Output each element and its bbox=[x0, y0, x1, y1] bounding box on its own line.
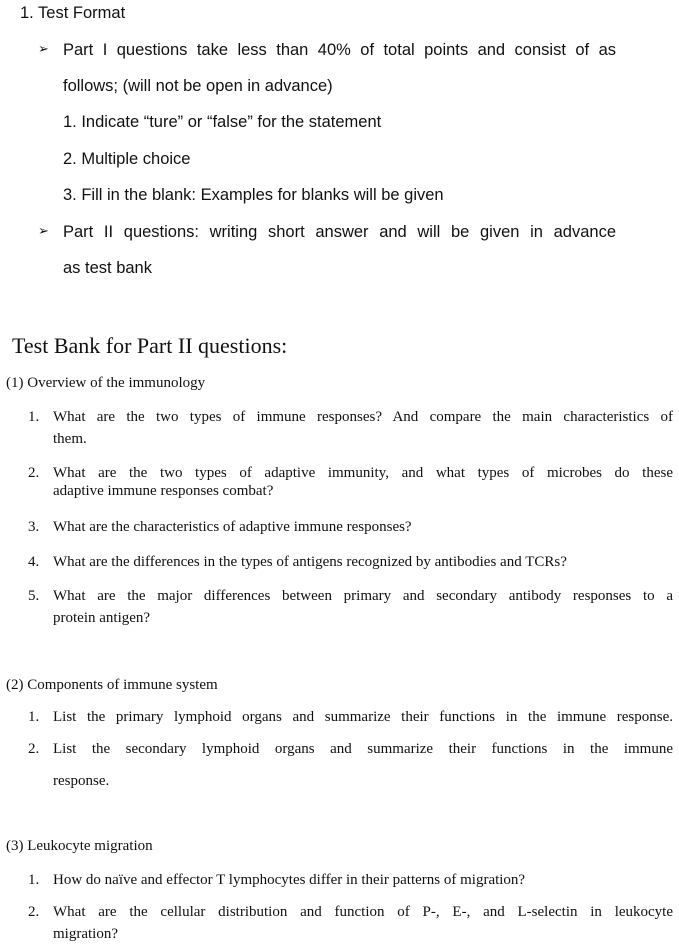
test-format-heading: 1. Test Format bbox=[20, 4, 126, 22]
question-line: List the secondary lymphoid organs and summarize their functions in the immune bbox=[53, 741, 673, 757]
question-line: What are the cellular distribution and function of P-, E-, and L-selectin in leukocyte bbox=[53, 904, 673, 920]
question-line: response. bbox=[53, 773, 110, 789]
item-number: 3. bbox=[28, 519, 40, 535]
item-number: 1. bbox=[28, 409, 40, 425]
question-line: What are the two types of immune responses? And compare the main characteristics of bbox=[53, 409, 673, 425]
subitem: 2. Multiple choice bbox=[63, 150, 191, 168]
test-bank-title: Test Bank for Part II questions: bbox=[12, 333, 288, 358]
section-heading: (3) Leukocyte migration bbox=[6, 838, 153, 854]
part2-line2: as test bank bbox=[63, 259, 152, 277]
question-line: How do naïve and effector T lymphocytes differ in their patterns of migration? bbox=[53, 872, 526, 888]
item-number: 2. bbox=[28, 465, 40, 481]
question-line: What are the characteristics of adaptive immune responses? bbox=[53, 519, 412, 535]
arrow-bullet-icon: ➢ bbox=[38, 224, 49, 239]
item-number: 1. bbox=[28, 709, 40, 725]
item-number: 1. bbox=[28, 872, 40, 888]
item-number: 5. bbox=[28, 588, 40, 604]
item-number: 2. bbox=[28, 904, 40, 920]
item-number: 4. bbox=[28, 554, 40, 570]
subitem: 1. Indicate “ture” or “false” for the statement bbox=[63, 113, 382, 131]
item-number: 2. bbox=[28, 741, 40, 757]
subitem: 3. Fill in the blank: Examples for blanks will be given bbox=[63, 186, 444, 204]
question-line: them. bbox=[53, 431, 87, 447]
section-heading: (1) Overview of the immunology bbox=[6, 375, 206, 391]
question-line: protein antigen? bbox=[53, 610, 151, 626]
part1-line2: follows; (will not be open in advance) bbox=[63, 77, 333, 95]
question-line: migration? bbox=[53, 926, 118, 942]
question-line: What are the two types of adaptive immunity, and what types of microbes do these bbox=[53, 465, 673, 481]
question-line: adaptive immune responses combat? bbox=[53, 483, 274, 499]
question-line: List the primary lymphoid organs and summarize their functions in the immune response. bbox=[53, 709, 673, 725]
question-line: What are the major differences between primary and secondary antibody responses to a bbox=[53, 588, 673, 604]
part1-line1: Part I questions take less than 40% of total points and consist of as bbox=[63, 41, 616, 59]
part2-line1: Part II questions: writing short answer and will be given in advance bbox=[63, 223, 616, 241]
section-heading: (2) Components of immune system bbox=[6, 677, 218, 693]
arrow-bullet-icon: ➢ bbox=[38, 42, 49, 57]
question-line: What are the differences in the types of antigens recognized by antibodies and TCRs? bbox=[53, 554, 567, 570]
